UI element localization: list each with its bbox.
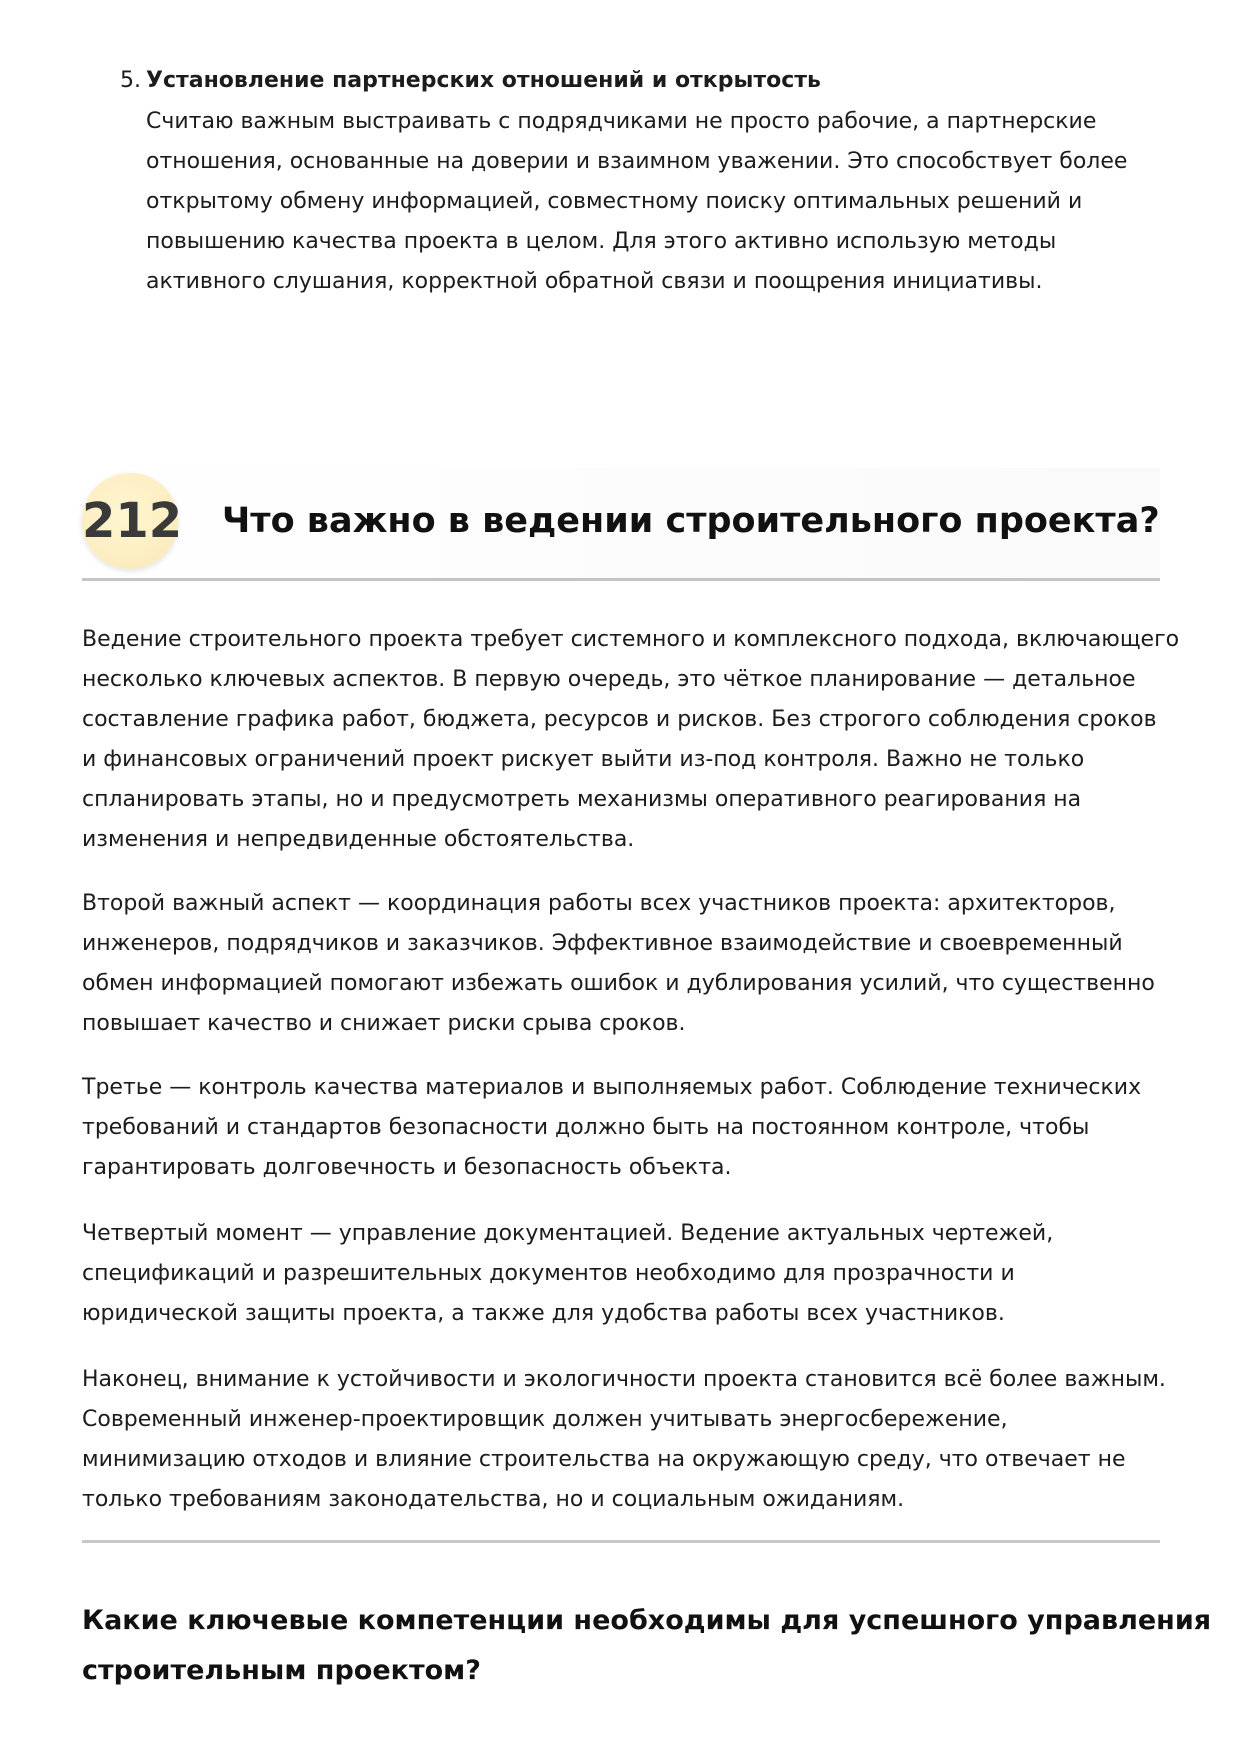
text-line: спланировать этапы, но и предусмотреть механизмы оперативного реагирования на <box>82 787 1082 812</box>
text-line: только требованиям законодательства, но и социальным ожиданиям. <box>82 1487 905 1512</box>
text-line: Третье — контроль качества материалов и выполняемых работ. Соблюдение технических <box>82 1075 1142 1100</box>
paragraph <box>82 1068 1141 1188</box>
section-header <box>82 468 1160 581</box>
text-line: составление графика работ, бюджета, ресурсов и рисков. Без строгого соблюдения сроков <box>82 707 1157 732</box>
text-line: гарантировать долговечность и безопасность объекта. <box>82 1155 732 1180</box>
section-number-badge: 212 <box>82 473 178 569</box>
text-line: обмен информацией помогают избежать ошибок и дублирования усилий, что существенно <box>82 971 1155 996</box>
list-item-number: 5. <box>120 68 141 93</box>
text-line: юридической защиты проекта, а также для удобства работы всех участников. <box>82 1301 1005 1326</box>
text-line: Четвертый момент — управление документацией. Ведение актуальных чертежей, <box>82 1221 1054 1246</box>
text-line: активного слушания, корректной обратной связи и поощрения инициативы. <box>146 269 1043 294</box>
text-line: повышает качество и снижает риски срыва сроков. <box>82 1011 686 1036</box>
paragraph <box>82 1360 1166 1520</box>
list-item-body <box>146 102 1128 302</box>
text-line: спецификаций и разрешительных документов необходимо для прозрачности и <box>82 1261 1015 1286</box>
paragraph <box>82 1214 1053 1334</box>
text-line: повышению качества проекта в целом. Для этого активно использую методы <box>146 229 1057 254</box>
heading-line: строительным проектом? <box>82 1655 481 1686</box>
text-line: Считаю важным выстраивать с подрядчиками не просто рабочие, а партнерские <box>146 109 1097 134</box>
section-divider <box>82 1540 1160 1543</box>
text-line: требований и стандартов безопасности должно быть на постоянном контроле, чтобы <box>82 1115 1090 1140</box>
heading-line: Какие ключевые компетенции необходимы для успешного управления <box>82 1605 1212 1636</box>
text-line: Второй важный аспект — координация работы всех участников проекта: архитекторов, <box>82 891 1116 916</box>
text-line: открытому обмену информацией, совместному поиску оптимальных решений и <box>146 189 1083 214</box>
text-line: минимизацию отходов и влияние строительства на окружающую среду, что отвечает не <box>82 1447 1126 1472</box>
text-line: несколько ключевых аспектов. В первую очередь, это чёткое планирование — детальное <box>82 667 1136 692</box>
text-line: изменения и непредвиденные обстоятельства. <box>82 827 635 852</box>
text-line: и финансовых ограничений проект рискует выйти из-под контроля. Важно не только <box>82 747 1085 772</box>
text-line: инженеров, подрядчиков и заказчиков. Эффективное взаимодействие и своевременный <box>82 931 1123 956</box>
text-line: Современный инженер-проектировщик должен учитывать энергосбережение, <box>82 1407 1008 1432</box>
list-item-title: Установление партнерских отношений и открытость <box>146 68 821 93</box>
section-title: Что важно в ведении строительного проекта? <box>222 501 1160 541</box>
text-line: Наконец, внимание к устойчивости и экологичности проекта становится всё более важным. <box>82 1367 1166 1392</box>
paragraph <box>82 620 1179 860</box>
text-line: отношения, основанные на доверии и взаимном уважении. Это способствует более <box>146 149 1128 174</box>
text-line: Ведение строительного проекта требует системного и комплексного подхода, включающего <box>82 627 1180 652</box>
next-question-heading <box>82 1596 1212 1696</box>
paragraph <box>82 884 1155 1044</box>
